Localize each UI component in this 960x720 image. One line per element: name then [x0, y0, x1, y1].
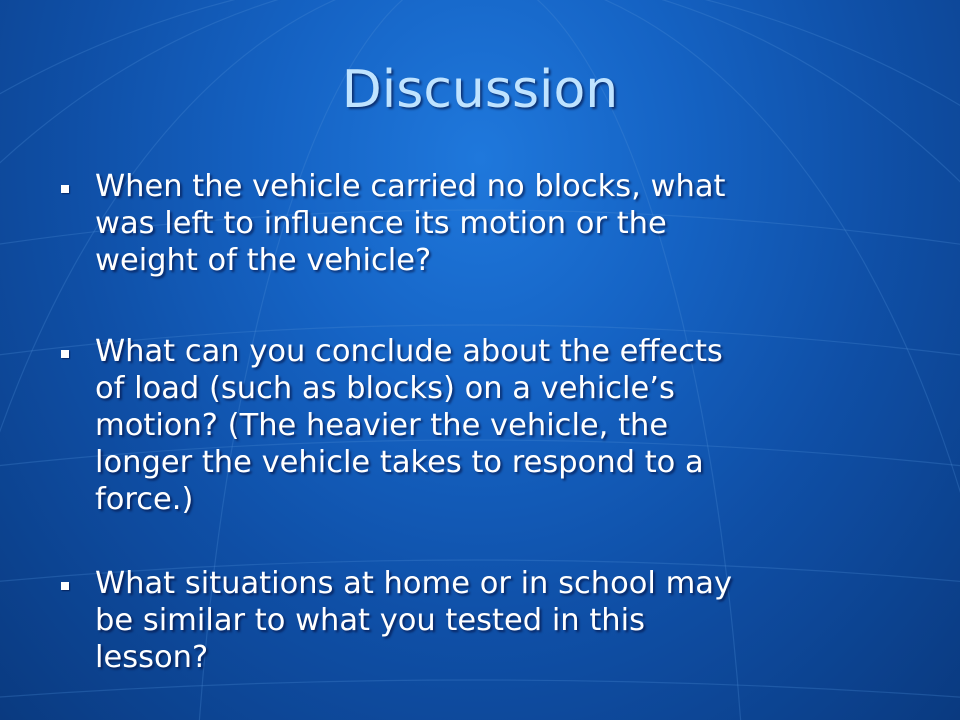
bullet-text — [95, 168, 725, 279]
bullet-line: lesson? — [95, 640, 209, 675]
square-bullet-icon — [58, 168, 95, 279]
bullet-text — [95, 333, 723, 518]
slide-title: Discussion — [341, 60, 619, 120]
bullet-line: What situations at home or in school may — [95, 566, 733, 601]
bullet-line: What can you conclude about the effects — [95, 334, 723, 369]
bullet-item — [58, 333, 918, 518]
bullet-item — [58, 168, 918, 279]
bullet-line: be similar to what you tested in this — [95, 603, 645, 638]
square-bullet-icon — [58, 565, 95, 676]
bullet-line: weight of the vehicle? — [95, 243, 432, 278]
bullet-line: force.) — [95, 482, 194, 517]
bullet-text — [95, 565, 732, 676]
bullet-line: When the vehicle carried no blocks, what — [95, 169, 726, 204]
square-bullet-icon — [58, 333, 95, 518]
bullet-line: of load (such as blocks) on a vehicle’s — [95, 371, 675, 406]
bullet-line: longer the vehicle takes to respond to a — [95, 445, 704, 480]
bullet-item — [58, 565, 918, 676]
bullet-line: motion? (The heavier the vehicle, the — [95, 408, 669, 443]
bullet-line: was left to influence its motion or the — [95, 206, 667, 241]
